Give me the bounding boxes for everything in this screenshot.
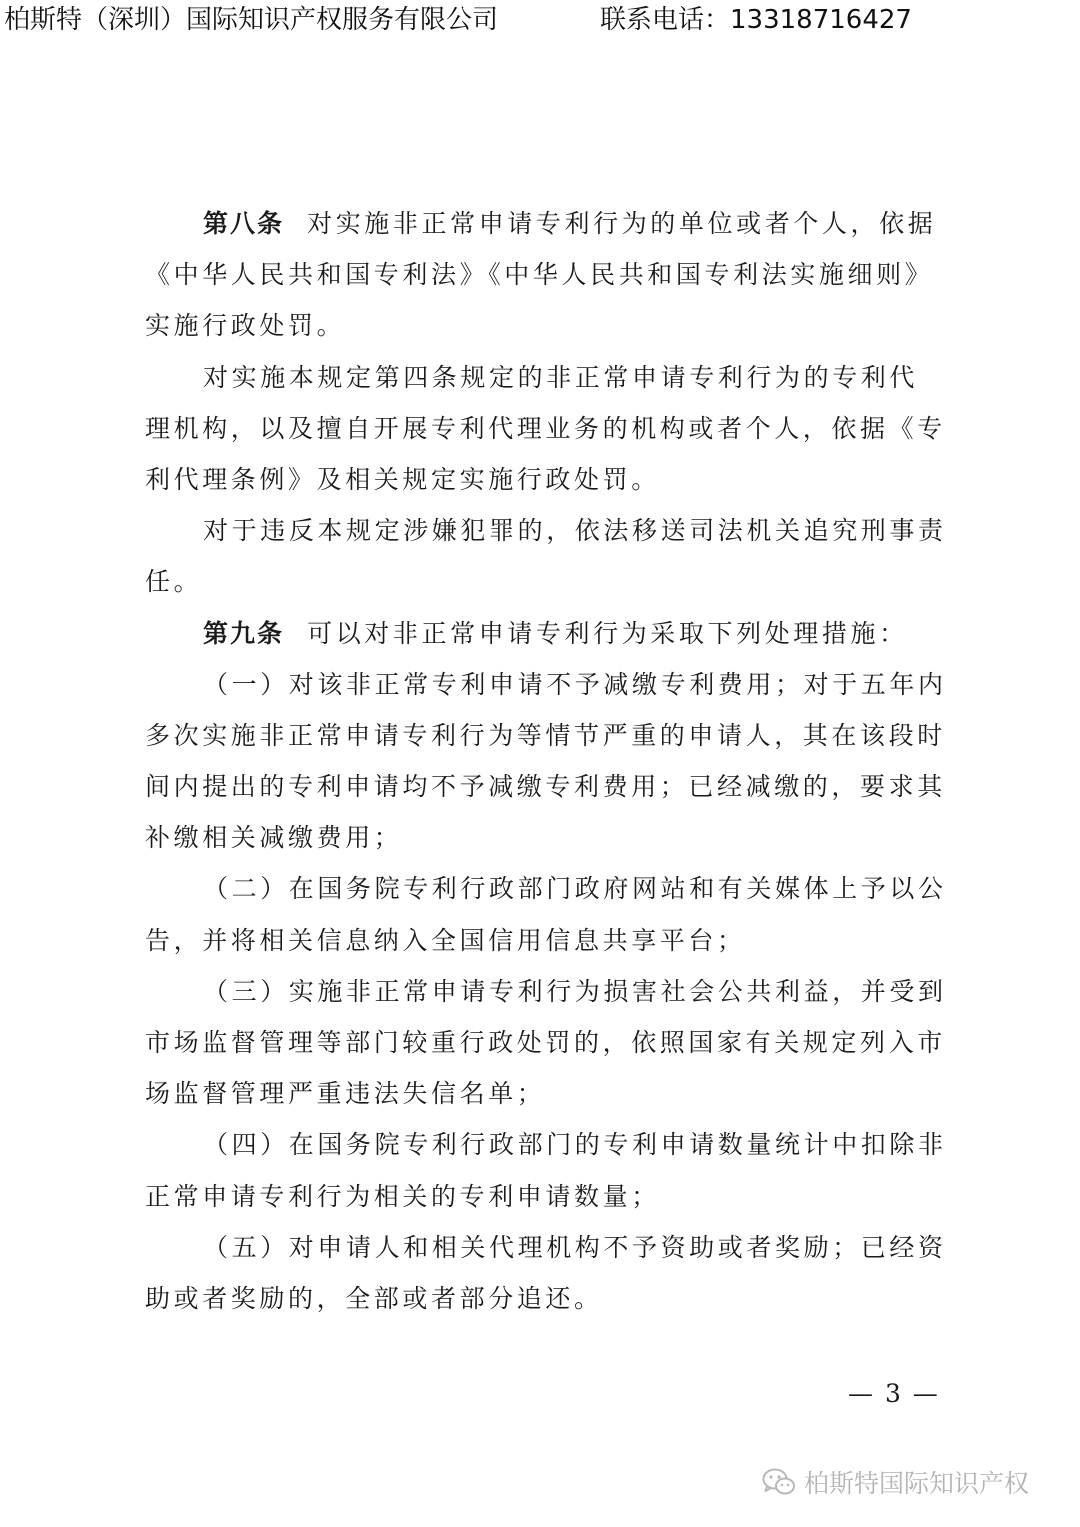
measure-3-line: （三）实施非正常申请专利行为损害社会公共利益，并受到: [203, 976, 947, 1006]
article-8-line: 《中华人民共和国专利法》《中华人民共和国专利法实施细则》: [145, 260, 934, 290]
measure-1-line: 间内提出的专利申请均不予减缴专利费用；已经减缴的，要求其: [145, 772, 946, 802]
watermark-text: 柏斯特国际知识产权: [804, 1469, 1030, 1498]
measure-5-line: 助或者奖励的，全部或者部分追还。: [145, 1283, 603, 1313]
article-8-line: [145, 198, 945, 249]
article-9-line: [145, 608, 945, 659]
page-number: — 3 —: [848, 1379, 940, 1408]
measure-4-line: 正常申请专利行为相关的专利申请数量；: [145, 1181, 660, 1211]
article-8-line: 实施行政处罚。: [145, 311, 346, 341]
measure-1-line: 多次实施非正常申请专利行为等情节严重的申请人，其在该段时: [145, 720, 946, 750]
company-name: 柏斯特（深圳）国际知识产权服务有限公司: [4, 5, 499, 35]
measure-1-line: （一）对该非正常专利申请不予减缴专利费用；对于五年内: [203, 669, 947, 699]
article-8-title: 第八条: [203, 209, 285, 238]
measure-3-line: 市场监督管理等部门较重行政处罚的，依照国家有关规定列入市: [145, 1028, 946, 1057]
article-8-para-2-line: 对实施本规定第四条规定的非正常申请专利行为的专利代: [203, 362, 919, 392]
document-body: [145, 198, 945, 1324]
article-9-title: 第九条: [203, 618, 285, 648]
article-8-para-2-line: 理机构，以及擅自开展专利代理业务的机构或者个人，依据《专: [145, 413, 946, 443]
article-9-intro: 可以对非正常申请专利行为采取下列处理措施：: [307, 618, 908, 648]
measure-4-line: （四）在国务院专利行政部门的专利申请数量统计中扣除非: [203, 1130, 947, 1160]
measure-1-line: 补缴相关减缴费用；: [145, 823, 403, 853]
article-8-text: 对实施非正常申请专利行为的单位或者个人，依据: [307, 209, 937, 238]
article-8-para-2-line: 利代理条例》及相关规定实施行政处罚。: [145, 464, 660, 494]
measure-3-line: 场监督管理严重违法失信名单；: [145, 1079, 546, 1109]
article-8-para-3-line: 对于违反本规定涉嫌犯罪的，依法移送司法机关追究刑事责: [203, 516, 947, 546]
wechat-watermark: [762, 1462, 1029, 1502]
wechat-icon: [762, 1467, 796, 1497]
article-8-para-3-line: 任。: [145, 567, 203, 597]
measure-2-line: 告，并将相关信息纳入全国信用信息共享平台；: [145, 925, 746, 955]
measure-2-line: （二）在国务院专利行政部门政府网站和有关媒体上予以公: [203, 874, 947, 904]
measure-5-line: （五）对申请人和相关代理机构不予资助或者奖励；已经资: [203, 1232, 947, 1262]
page-header: [0, 0, 1080, 44]
contact-phone: 联系电话：13318716427: [600, 5, 912, 35]
